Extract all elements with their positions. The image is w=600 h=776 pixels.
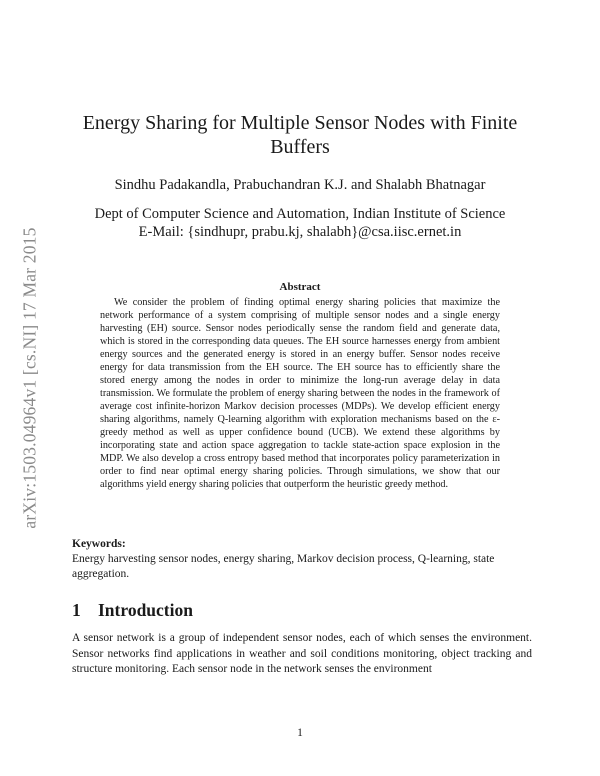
introduction-paragraph: A sensor network is a group of independent sensor nodes, each of which senses the environment. Sensor networks find applications in weather and soil conditions monitoring, object tracking and structure monitoring. Each sensor node in the network senses the environment <box>72 632 532 675</box>
paper-title: Energy Sharing for Multiple Sensor Nodes with Finite Buffers <box>82 112 518 158</box>
abstract-heading: Abstract <box>279 281 321 293</box>
email: E-Mail: {sindhupr, prabu.kj, shalabh}@csa.iisc.ernet.in <box>138 224 462 240</box>
affiliation-block <box>60 205 540 241</box>
affiliation: Dept of Computer Science and Automation, Indian Institute of Science <box>94 206 506 222</box>
keywords-label: Keywords: <box>72 538 126 550</box>
author-list: Sindhu Padakandla, Prabuchandran K.J. and Shalabh Bhatnagar <box>114 177 486 193</box>
section-number: 1 <box>72 600 81 620</box>
arxiv-identifier: arXiv:1503.04964v1 [cs.NI] 17 Mar 2015 <box>19 227 40 529</box>
section-heading <box>72 600 193 621</box>
section-title: Introduction <box>98 600 193 620</box>
page-number: 1 <box>297 727 303 739</box>
abstract-text: We consider the problem of finding optimal energy sharing policies that maximize the network performance of a system comprising of multiple sensor nodes and a single energy harvesting (EH) source. Sensor nodes periodically sense the random field and generate data, which is stored in the corresponding data queues. The EH source harnesses energy from ambient energy sources and the generated energy is stored in an energy buffer. Sensor nodes receive energy for data transmission from the EH source. The EH source has to efficiently share the stored energy among the nodes in order to minimize the long-run average delay in data transmission. We formulate the problem of energy sharing between the nodes in the framework of average cost infinite-horizon Markov decision processes (MDPs). We develop efficient energy sharing algorithms, namely Q-learning algorithm with exploration mechanisms based on the ε-greedy method as well as upper confidence bound (UCB). We extend these algorithms by incorporating state and action space aggregation to tackle state-action space explosion in the MDP. We also develop a cross entropy based method that incorporates policy parameterization in order to find near optimal energy sharing policies. Through simulations, we show that our algorithms yield energy sharing policies that outperform the heuristic greedy method. <box>100 297 500 490</box>
keywords-text: Energy harvesting sensor nodes, energy sharing, Markov decision process, Q-learning, state aggregation. <box>72 553 495 580</box>
